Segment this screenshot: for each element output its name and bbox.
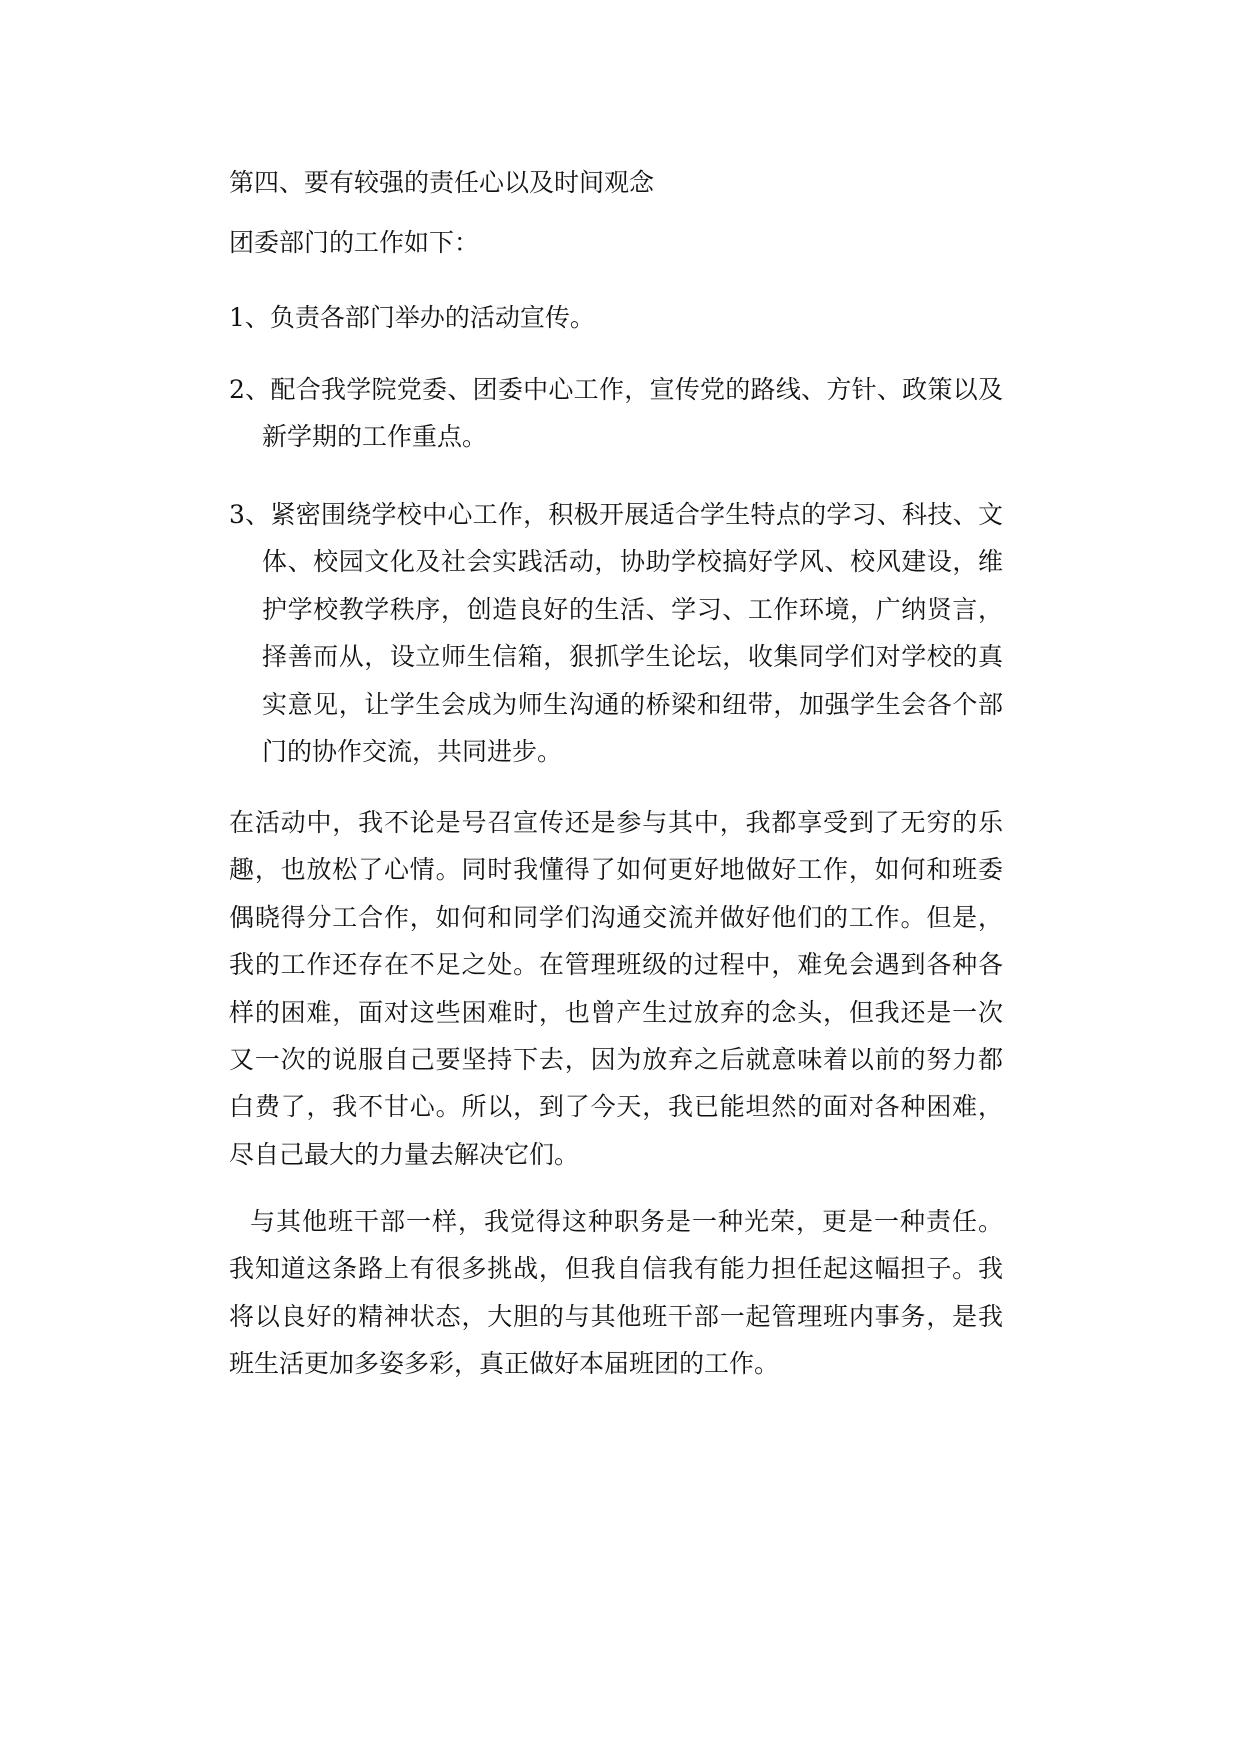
- text-line: 将以良好的精神状态，大胆的与其他班干部一起管理班内事务，是我: [229, 1301, 1003, 1331]
- list-item: [229, 366, 1003, 461]
- paragraph: [229, 219, 1003, 266]
- text-line: 白费了，我不甘心。所以，到了今天，我已能坦然的面对各种困难，: [229, 1092, 1003, 1122]
- text-line: 第四、要有较强的责任心以及时间观念: [229, 168, 655, 197]
- paragraph: [229, 1198, 1003, 1388]
- text-line: 趣，也放松了心情。同时我懂得了如何更好地做好工作，如何和班委: [229, 855, 1003, 885]
- list-item: [229, 294, 1003, 341]
- paragraph: [229, 799, 1003, 1178]
- text-line: 我的工作还存在不足之处。在管理班级的过程中，难免会遇到各种各: [229, 950, 1003, 980]
- text-line: 样的困难，面对这些困难时，也曾产生过放弃的念头，但我还是一次: [229, 997, 1003, 1027]
- text-line: 2、配合我学院党委、团委中心工作，宣传党的路线、方针、政策以及: [229, 375, 1003, 404]
- text-line: 团委部门的工作如下：: [229, 228, 480, 257]
- paragraph: [229, 159, 1003, 206]
- text-line: 又一次的说服自己要坚持下去，因为放弃之后就意味着以前的努力都: [229, 1045, 1003, 1075]
- text-line: 实意见，让学生会成为师生沟通的桥梁和纽带，加强学生会各个部: [262, 689, 1003, 719]
- text-line: 尽自己最大的力量去解决它们。: [229, 1139, 580, 1169]
- text-line: 我知道这条路上有很多挑战，但我自信我有能力担任起这幅担子。我: [229, 1254, 1003, 1284]
- text-line: 偶晓得分工合作，如何和同学们沟通交流并做好他们的工作。但是，: [229, 902, 1003, 932]
- text-line: 班生活更加多姿多彩，真正做好本届班团的工作。: [229, 1349, 780, 1379]
- list-item: [229, 491, 1003, 775]
- text-line: 择善而从，设立师生信箱，狠抓学生论坛，收集同学们对学校的真: [262, 642, 1003, 672]
- text-line: 在活动中，我不论是号召宣传还是参与其中，我都享受到了无穷的乐: [229, 808, 1003, 837]
- text-line: 体、校园文化及社会实践活动，协助学校搞好学风、校风建设，维: [262, 547, 1003, 577]
- text-line: 护学校教学秩序，创造良好的生活、学习、工作环境，广纳贤言，: [262, 594, 1003, 624]
- text-line: 门的协作交流，共同进步。: [262, 737, 563, 767]
- text-line: 1、负责各部门举办的活动宣传。: [229, 303, 595, 332]
- text-line: 与其他班干部一样，我觉得这种职务是一种光荣，更是一种责任。: [250, 1207, 1003, 1236]
- text-line: 新学期的工作重点。: [262, 422, 488, 452]
- text-line: 3、紧密围绕学校中心工作，积极开展适合学生特点的学习、科技、文: [229, 500, 1003, 529]
